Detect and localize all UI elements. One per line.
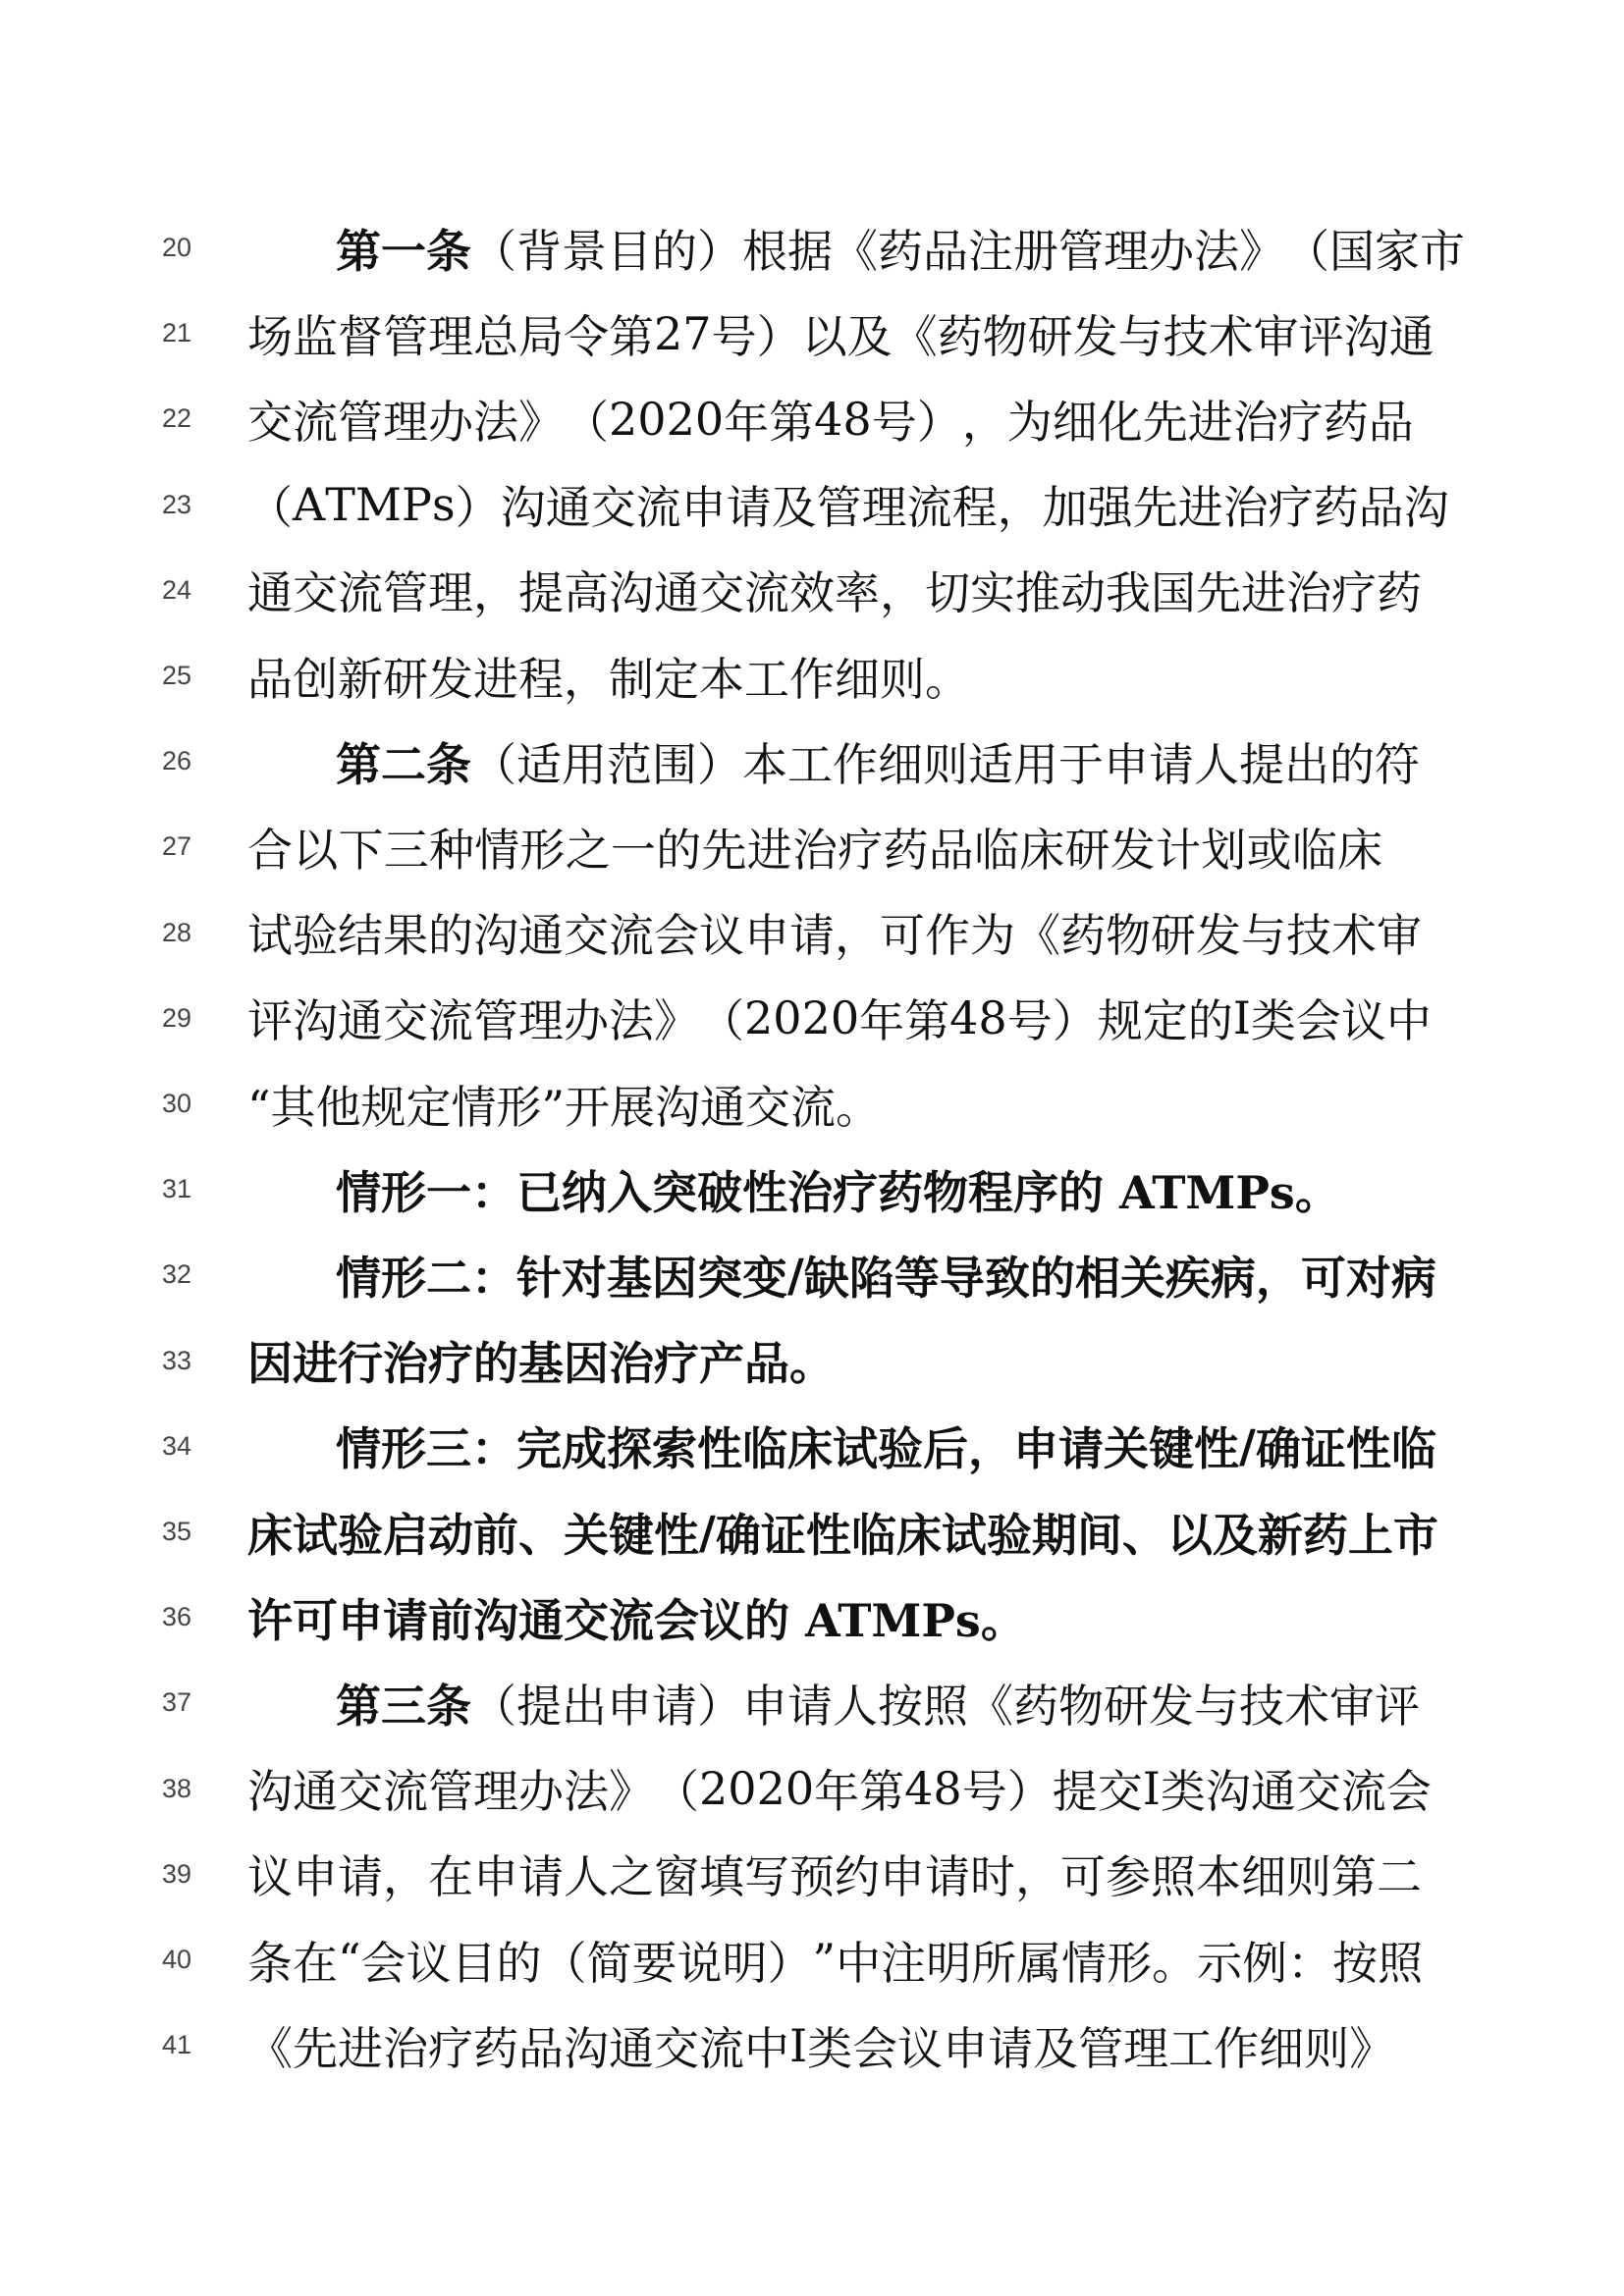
line-text [247, 1061, 1382, 1147]
line-text: 场 监 督 管 理 总 局 令 第 2 7 号 ） 以 及 《 药 物 研 发 与 技 术 审 评 沟 通 [247, 306, 1435, 363]
document-line [0, 1660, 1624, 1745]
line-text: 试 验 结 果 的 沟 通 交 流 会 议 申 请 ， 可 作 为 《 药 物 研 发 与 技 术 审 [247, 909, 1422, 963]
line-text: 议 申 请 ， 在 申 请 人 之 窗 填 写 预 约 申 请 时 ， 可 参 照 本 细 则 第 二 [247, 1850, 1422, 1904]
line-number: 23 [161, 489, 192, 519]
line-number: 28 [161, 917, 192, 947]
line-number: 35 [161, 1517, 192, 1546]
line-number: 38 [161, 1773, 192, 1803]
document-line [0, 1832, 1624, 1917]
line-number: 36 [161, 1602, 192, 1632]
line-number: 21 [161, 318, 192, 348]
line-number: 39 [161, 1858, 192, 1889]
line-number: 37 [161, 1687, 192, 1718]
line-text [247, 1575, 1382, 1660]
line-number: 20 [161, 233, 192, 262]
line-text: 第 三 条 （ 提 出 申 请 ） 申 请 人 按 照 《 药 物 研 发 与 技 术 审 评 [336, 1679, 1420, 1733]
line-number: 29 [161, 1002, 192, 1033]
document-line [0, 1746, 1624, 1832]
bold-text-segment: 许可申请前沟通交流会议的 ATMPs。 [247, 1593, 1026, 1647]
text-segment: “其他规定情形”开展沟通交流。 [247, 1080, 882, 1134]
bold-text-segment: 情形一：已纳入突破性治疗药物程序的 ATMPs。 [336, 1165, 1340, 1219]
line-number: 22 [161, 403, 192, 434]
document-line [0, 1404, 1624, 1489]
document-line [0, 2002, 1624, 2088]
document-line [0, 1318, 1624, 1404]
document-line [0, 1489, 1624, 1575]
line-text: （ A T M P s ） 沟 通 交 流 申 请 及 管 理 流 程 ， 加 强 先 进 治 疗 药 品 沟 [247, 478, 1449, 535]
document-line [0, 291, 1624, 376]
line-text: 第 一 条 （ 背 景 目 的 ） 根 据 《 药 品 注 册 管 理 办 法 》 （ 国 家 市 [336, 224, 1465, 278]
line-number: 26 [161, 746, 192, 776]
document-line [0, 719, 1624, 804]
line-text: 情 形 三 ： 完 成 探 索 性 临 床 试 验 后 ， 申 请 关 键 性 / 确 证 性 临 [336, 1419, 1436, 1476]
line-text: 通 交 流 管 理 ， 提 高 沟 通 交 流 效 率 ， 切 实 推 动 我 国 先 进 治 疗 药 [247, 566, 1422, 620]
document-line [0, 890, 1624, 976]
line-text [247, 633, 1382, 719]
document-line [0, 462, 1624, 548]
line-text [336, 1147, 1382, 1232]
text-segment: 品创新研发进程，制定本工作细则。 [247, 652, 970, 706]
line-number: 32 [161, 1259, 192, 1290]
line-text: 第 二 条 （ 适 用 范 围 ） 本 工 作 细 则 适 用 于 申 请 人 提 出 的 符 [336, 737, 1420, 791]
bold-text-segment: 因进行治疗的基因治疗产品。 [247, 1337, 835, 1391]
document-line [0, 1147, 1624, 1232]
line-number: 27 [161, 831, 192, 862]
document-line [0, 1917, 1624, 2002]
line-text: 沟 通 交 流 管 理 办 法 》 （ 2 0 2 0 年 第 4 8 号 ） 提 交 I 类 沟 通 交 流 会 [247, 1762, 1432, 1819]
line-number: 24 [161, 574, 192, 605]
line-number: 41 [161, 2030, 192, 2060]
line-text: 交 流 管 理 办 法 》 （ 2 0 2 0 年 第 4 8 号 ） ， 为 细 化 先 进 治 疗 药 品 [247, 392, 1414, 449]
line-text: 情 形 二 ： 针 对 基 因 突 变 / 缺 陷 等 导 致 的 相 关 疾 病 ， 可 对 病 [336, 1248, 1436, 1305]
line-number: 40 [161, 1945, 192, 1974]
document-line [0, 376, 1624, 461]
line-text: 评 沟 通 交 流 管 理 办 法 》 （ 2 0 2 0 年 第 4 8 号 ） 规 定 的 I 类 会 议 中 [247, 991, 1432, 1048]
document-line [0, 1061, 1624, 1147]
line-number: 33 [161, 1345, 192, 1375]
line-text: 条 在 “ 会 议 目 的 （ 简 要 说 明 ） ” 中 注 明 所 属 情 形 。 示 例 ： 按 照 [247, 1933, 1424, 1990]
document-line [0, 1232, 1624, 1317]
line-text: 《 先 进 治 疗 药 品 沟 通 交 流 中 I 类 会 议 申 请 及 管 理 工 作 细 则 》 [247, 2018, 1395, 2075]
document-line [0, 976, 1624, 1061]
document-line [0, 1575, 1624, 1660]
line-number: 34 [161, 1430, 192, 1461]
line-number: 25 [161, 661, 192, 690]
document-line [0, 804, 1624, 889]
line-number: 30 [161, 1089, 192, 1118]
document-line [0, 548, 1624, 633]
line-number: 31 [161, 1174, 192, 1204]
line-text: 合 以 下 三 种 情 形 之 一 的 先 进 治 疗 药 品 临 床 研 发 计 划 或 临 床 [247, 823, 1382, 877]
document-line [0, 633, 1624, 719]
document-line [0, 205, 1624, 291]
line-text: 床 试 验 启 动 前 、 关 键 性 / 确 证 性 临 床 试 验 期 间 、 以 及 新 药 上 市 [247, 1505, 1438, 1562]
line-text [247, 1318, 1382, 1404]
